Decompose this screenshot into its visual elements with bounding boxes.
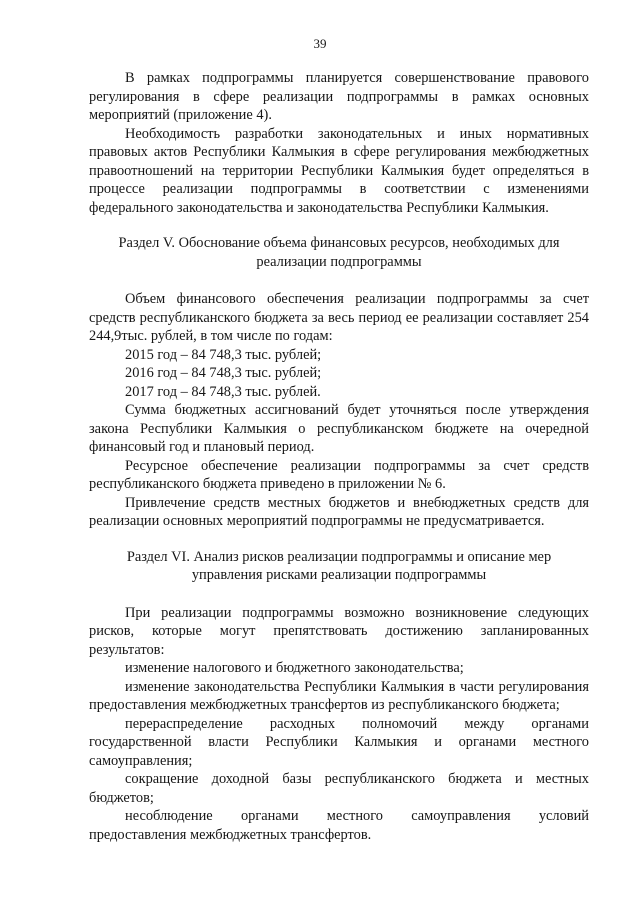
section-heading-line: управления рисками реализации подпрограммы [191,567,487,583]
section-heading-line: Раздел V. Обоснование объема финансовых ресурсов, необходимых для [118,235,560,251]
section-heading-6 [89,548,589,585]
document-body [89,69,589,844]
section-heading-line: реализации подпрограммы [256,253,422,270]
risk-item: изменение законодательства Республики Калмыкия в части регулирования предоставления межбюджетных трансфертов из республиканского бюджета; [89,678,589,713]
risk-item: сокращение доходной базы республиканского бюджета и местных бюджетов; [89,771,589,806]
paragraph: Необходимость разработки законодательных и иных нормативных правовых актов Республики Калмыкия в сфере регулирования межбюджетных правоотношений на территории Республики Калмыкия будет определяться в процессе реализации подпрограммы в соответствии с изменениями федерального законодательства и законодательства Республики Калмыкия. [89,125,589,216]
year-line: 2016 год – 84 748,3 тыс. рублей; [125,365,322,381]
page-number: 39 [313,36,327,51]
section-heading-5 [89,234,589,271]
paragraph: Сумма бюджетных ассигнований будет уточняться после утверждения закона Республики Калмыкия о республиканском бюджете на очередной финансовый год и плановый период. [89,402,589,455]
year-line: 2015 год – 84 748,3 тыс. рублей; [125,346,322,363]
year-line: 2017 год – 84 748,3 тыс. рублей. [125,383,321,400]
paragraph: Ресурсное обеспечение реализации подпрограммы за счет средств республиканского бюджета приведено в приложении № 6. [89,457,589,492]
paragraph: Объем финансового обеспечения реализации подпрограммы за счет средств республиканского бюджета за весь период ее реализации составляет 254 244,9тыс. рублей, в том числе по годам: [89,291,589,344]
risk-item: перераспределение расходных полномочий между органами государственной власти Республики Калмыкия и органами местного самоуправления; [89,715,589,769]
paragraph: Привлечение средств местных бюджетов и внебюджетных средств для реализации основных мероприятий подпрограммы не предусматривается. [89,494,589,529]
risk-item: несоблюдение органами местного самоуправления условий предоставления межбюджетных трансфертов. [89,808,589,843]
paragraph: В рамках подпрограммы планируется совершенствование правового регулирования в сфере реализации подпрограммы в рамках основных мероприятий (приложение 4). [89,70,589,123]
paragraph: При реализации подпрограммы возможно возникновение следующих рисков, которые могут препятствовать достижению запланированных результатов: [89,604,589,658]
section-heading-line: Раздел VI. Анализ рисков реализации подпрограммы и описание мер [126,548,552,565]
risk-item: изменение налогового и бюджетного законодательства; [125,660,464,676]
